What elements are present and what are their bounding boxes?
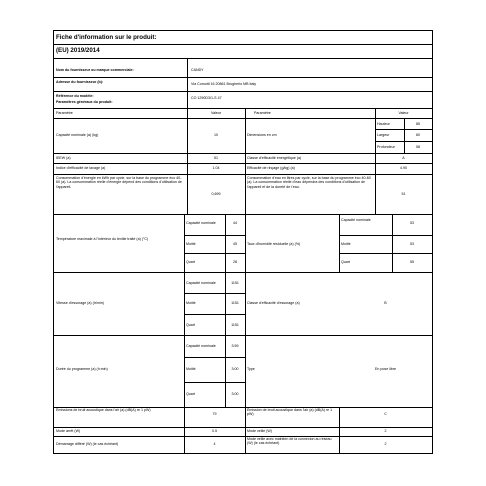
supplier-address-value: Via Comotti 16 20861 Brugherio MB Italy bbox=[191, 82, 257, 86]
noise-class-label: Émission de bruit acoustique dans l'air (a) (dB(A) re 1 pW) bbox=[247, 408, 333, 417]
spin-quarter-value: 1151 bbox=[231, 323, 239, 327]
spin-class-label: Classe d'efficacité d'essorage (a) bbox=[247, 301, 300, 305]
moisture-rated-label: Capacité nominale bbox=[341, 218, 371, 222]
capacity-label: Capacité nominale (a) (kg) bbox=[56, 133, 99, 137]
rinsing-efficiency-label: Efficacité de rinçage (g/kg) (a) bbox=[247, 166, 295, 170]
energy-consumption-label: Consommation d'énergie en kWh par cycle, sur la base du programme éco 40-60 (a). La consommation réelle d'énergie dépend des conditions d'utilisation de l'appareil. bbox=[56, 176, 182, 189]
energy-class-label: Classe d'efficacité énergétique (a) bbox=[247, 156, 302, 160]
off-mode-value: 0.5 bbox=[212, 429, 217, 433]
column-header-param-2: Paramètre bbox=[254, 111, 271, 115]
model-reference-label: Référence du modèle: bbox=[56, 94, 94, 98]
height-value: 85 bbox=[416, 122, 420, 126]
water-consumption-value: 51 bbox=[401, 192, 406, 196]
noise-class-value: C bbox=[384, 412, 387, 416]
width-label: Largeur bbox=[377, 133, 390, 137]
energy-consumption-value: 0,699 bbox=[211, 192, 221, 196]
temperature-half-value: 45 bbox=[233, 242, 237, 246]
networked-standby-value: 2 bbox=[384, 442, 387, 446]
washing-efficiency-label: Indice d'efficacité de lavage (a) bbox=[56, 166, 106, 170]
depth-value: 58 bbox=[416, 145, 420, 149]
temperature-half-label: Moitié bbox=[186, 242, 196, 246]
spin-rated-label: Capacité nominale bbox=[186, 281, 216, 285]
moisture-half-value: 53 bbox=[410, 242, 414, 246]
regulation-reference: (EU) 2019/2014 bbox=[56, 47, 100, 54]
dimensions-label: Dimensions en cm bbox=[247, 133, 277, 137]
width-value: 60 bbox=[416, 133, 420, 137]
height-label: Hauteur bbox=[377, 122, 390, 126]
supplier-name-label: Nom du fournisseur ou marque commerciale: bbox=[56, 68, 134, 72]
max-temperature-label: Température maximale à l'intérieur du textile traité (a) (°C) bbox=[56, 237, 149, 241]
energy-class-value: A bbox=[402, 156, 405, 160]
washing-efficiency-value: 1.04 bbox=[212, 166, 220, 170]
noise-emission-label: Émissions de bruit acoustique dans l'air (a) (dB(A) re 1 pW) bbox=[56, 408, 151, 412]
spin-speed-label: Vitesse d'essorage (a) (tr/min) bbox=[56, 301, 104, 305]
off-mode-label: Mode arrêt (W) bbox=[56, 429, 81, 433]
sheet-title: Fiche d'information sur le produit: bbox=[56, 34, 157, 41]
model-reference-value: CO 1290D3/1-S 47 bbox=[191, 96, 222, 100]
spin-half-value: 1151 bbox=[231, 301, 239, 305]
depth-label: Profondeur bbox=[377, 145, 395, 149]
spin-rated-value: 1151 bbox=[231, 281, 239, 285]
standby-mode-value: 2 bbox=[384, 429, 387, 433]
capacity-value: 10 bbox=[214, 133, 218, 137]
temperature-quarter-label: Quart bbox=[186, 260, 195, 264]
spin-quarter-label: Quart bbox=[186, 323, 195, 327]
general-params-title: Paramètres généraux du produit: bbox=[56, 100, 113, 104]
column-header-value: Valeur bbox=[210, 111, 222, 115]
duration-half-label: Moitié bbox=[186, 367, 196, 371]
duration-rated-label: Capacité nominale bbox=[186, 344, 216, 348]
column-header-param: Paramètre bbox=[56, 111, 73, 115]
delay-start-label: Démarrage différé (W) (le cas échéant) bbox=[56, 442, 119, 446]
eei-label: IEEW (a) bbox=[56, 156, 71, 160]
supplier-address-label: Adresse du fournisseur (b): bbox=[56, 80, 104, 84]
networked-standby-label: Mode veille avec maintien de la connexion au réseau (W) (le cas échéant) bbox=[247, 437, 332, 446]
moisture-quarter-label: Quart bbox=[341, 260, 350, 264]
programme-duration-label: Durée du programme (a) (h:min) bbox=[56, 367, 108, 371]
rinsing-efficiency-value: 4.90 bbox=[400, 166, 407, 170]
standby-mode-label: Mode veille (W) bbox=[247, 429, 272, 433]
temperature-rated-value: 44 bbox=[233, 221, 237, 225]
column-header-value-2: Valeur bbox=[398, 111, 409, 115]
supplier-name-value: CANDY bbox=[191, 68, 204, 72]
eei-value: 51 bbox=[214, 156, 218, 160]
spin-half-label: Moitié bbox=[186, 301, 196, 305]
moisture-rated-value: 53 bbox=[410, 221, 414, 225]
moisture-half-label: Moitié bbox=[341, 242, 351, 246]
duration-quarter-value: 3:00 bbox=[231, 392, 239, 396]
spin-class-value: B bbox=[384, 301, 387, 305]
delay-start-value: 4 bbox=[213, 442, 216, 446]
duration-half-value: 3:00 bbox=[231, 367, 239, 371]
water-consumption-label: Consommation d'eau en litres par cycle, sur la base du programme éco 40-60 (a). La consommation réelle d'eau dépendra des conditions d'utilisation de l'appareil et de la dureté de l'eau. bbox=[247, 176, 371, 189]
temperature-rated-label: Capacité nominale bbox=[186, 221, 216, 225]
appliance-type-value: En pose libre bbox=[375, 367, 396, 371]
duration-quarter-label: Quart bbox=[186, 392, 195, 396]
duration-rated-value: 3:59 bbox=[231, 344, 239, 348]
temperature-quarter-value: 28 bbox=[233, 260, 237, 264]
moisture-quarter-value: 55 bbox=[410, 260, 414, 264]
appliance-type-label: Type bbox=[247, 367, 255, 371]
product-information-sheet bbox=[53, 30, 433, 454]
residual-moisture-label: Taux d'humidité résiduelle (a) (%) bbox=[247, 242, 301, 246]
noise-emission-value: 79 bbox=[212, 412, 217, 416]
